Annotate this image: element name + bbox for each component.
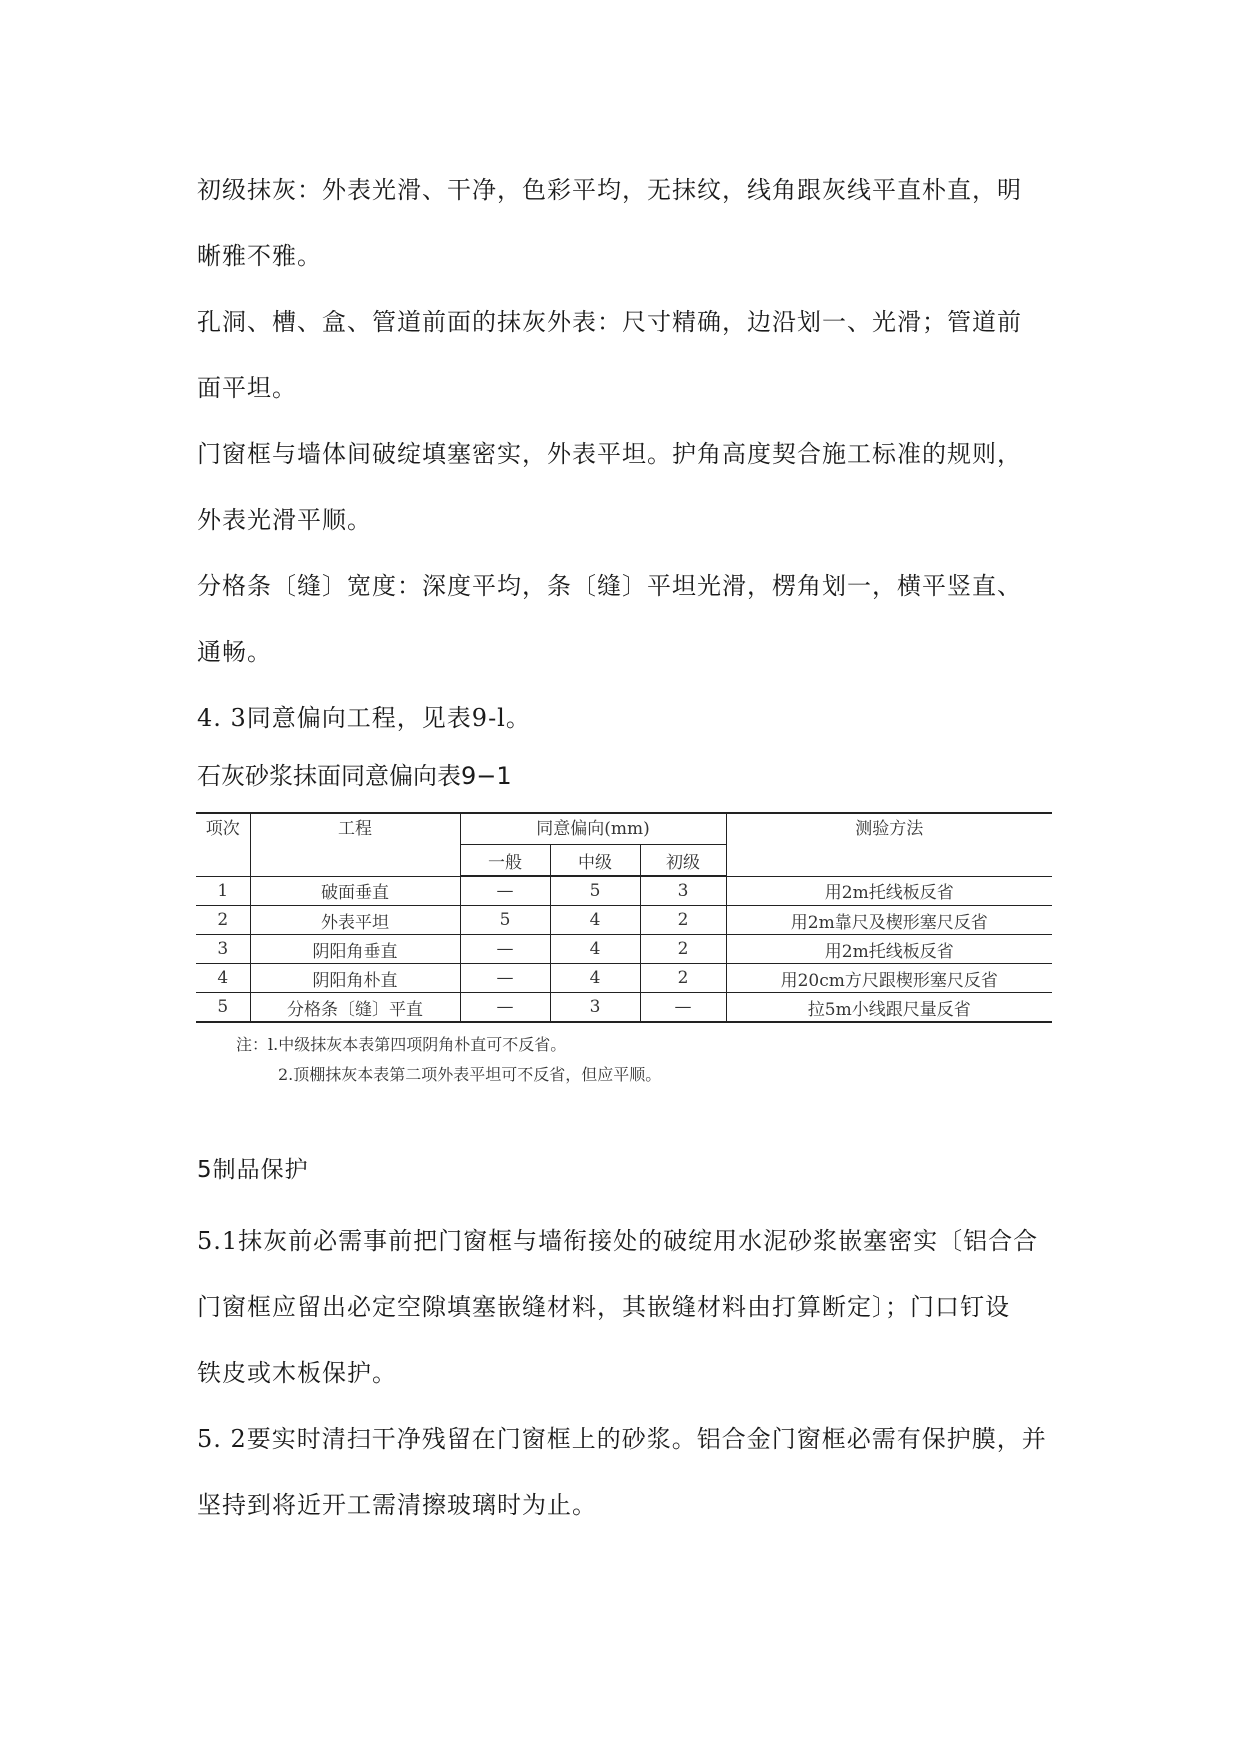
cell-general: 5 xyxy=(460,906,550,935)
paragraph-line: 铁皮或木板保护。 xyxy=(197,1359,397,1387)
table-row xyxy=(196,964,1052,993)
header-deviation: 同意偏向(mm) xyxy=(460,813,726,845)
cell-general: — xyxy=(460,935,550,964)
note-label: 注： xyxy=(236,1035,269,1054)
cell-medium: 4 xyxy=(550,935,640,964)
cell-basic: 2 xyxy=(640,906,726,935)
cell-medium: 4 xyxy=(550,906,640,935)
paragraph-line: 外表光滑平顺。 xyxy=(197,506,372,534)
cell-item: 分格条〔缝〕平直 xyxy=(250,993,460,1023)
cell-method: 用2m靠尺及楔形塞尺反省 xyxy=(726,906,1052,935)
cell-medium: 4 xyxy=(550,964,640,993)
cell-method: 拉5m小线跟尺量反省 xyxy=(726,993,1052,1023)
note-text: l.中级抹灰本表第四项阴角朴直可不反省。 xyxy=(268,1035,567,1054)
header-item: 工程 xyxy=(250,813,460,876)
paragraph-line: 门窗框应留出必定空隙填塞嵌缝材料，其嵌缝材料由打算断定〕；门口钉设 xyxy=(197,1293,1010,1321)
cell-general: — xyxy=(460,993,550,1023)
paragraph-line: 门窗框与墙体间破绽填塞密实，外表平坦。护角高度契合施工标准的规则， xyxy=(197,440,1022,468)
cell-method: 用20cm方尺跟楔形塞尺反省 xyxy=(726,964,1052,993)
paragraph-line: 晰雅不雅。 xyxy=(197,242,322,270)
cell-index: 2 xyxy=(196,906,250,935)
table-row xyxy=(196,906,1052,935)
table-row xyxy=(196,993,1052,1023)
cell-general: — xyxy=(460,876,550,906)
cell-item: 破面垂直 xyxy=(250,876,460,906)
table-notes xyxy=(236,1030,661,1090)
cell-method: 用2m托线板反省 xyxy=(726,876,1052,906)
cell-basic: 2 xyxy=(640,935,726,964)
paragraph-line: 5. 2要实时清扫干净残留在门窗框上的砂浆。铝合金门窗框必需有保护膜，并 xyxy=(197,1425,1047,1453)
paragraph-line: 分格条〔缝〕宽度：深度平均，条〔缝〕平坦光滑，楞角划一，横平竖直、 xyxy=(197,572,1022,600)
table-row xyxy=(196,876,1052,906)
cell-general: — xyxy=(460,964,550,993)
cell-method: 用2m托线板反省 xyxy=(726,935,1052,964)
paragraph-line: 通畅。 xyxy=(197,638,272,666)
header-medium: 中级 xyxy=(550,845,640,877)
cell-item: 阴阳角垂直 xyxy=(250,935,460,964)
cell-basic: 3 xyxy=(640,876,726,906)
header-index: 项次 xyxy=(196,813,250,876)
cell-index: 4 xyxy=(196,964,250,993)
section-heading: 5制品保护 xyxy=(197,1157,309,1183)
table-row xyxy=(196,935,1052,964)
cell-basic: — xyxy=(640,993,726,1023)
cell-medium: 5 xyxy=(550,876,640,906)
table-note-1 xyxy=(236,1030,661,1060)
cell-index: 1 xyxy=(196,876,250,906)
header-method: 测验方法 xyxy=(726,813,1052,876)
paragraph-line: 坚持到将近开工需清擦玻璃时为止。 xyxy=(197,1491,597,1519)
paragraph-line: 初级抹灰：外表光滑、干净，色彩平均，无抹纹，线角跟灰线平直朴直，明 xyxy=(197,176,1022,204)
paragraph-line: 4. 3同意偏向工程，见表9-l。 xyxy=(197,704,531,732)
header-basic: 初级 xyxy=(640,845,726,877)
cell-basic: 2 xyxy=(640,964,726,993)
table-note-2: 2.顶棚抹灰本表第二项外表平坦可不反省，但应平顺。 xyxy=(278,1065,662,1084)
cell-index: 5 xyxy=(196,993,250,1023)
paragraph-line: 孔洞、槽、盒、管道前面的抹灰外表：尺寸精确，边沿划一、光滑；管道前 xyxy=(197,308,1022,336)
paragraph-line: 5.1抹灰前必需事前把门窗框与墙衔接处的破绽用水泥砂浆嵌塞密实〔铝合合 xyxy=(197,1227,1039,1255)
cell-item: 阴阳角朴直 xyxy=(250,964,460,993)
cell-item: 外表平坦 xyxy=(250,906,460,935)
table-caption: 石灰砂浆抹面同意偏向表9−1 xyxy=(197,762,512,790)
paragraph-line: 面平坦。 xyxy=(197,374,297,402)
cell-medium: 3 xyxy=(550,993,640,1023)
deviation-table xyxy=(196,812,1052,1023)
cell-index: 3 xyxy=(196,935,250,964)
header-general: 一般 xyxy=(460,845,550,877)
